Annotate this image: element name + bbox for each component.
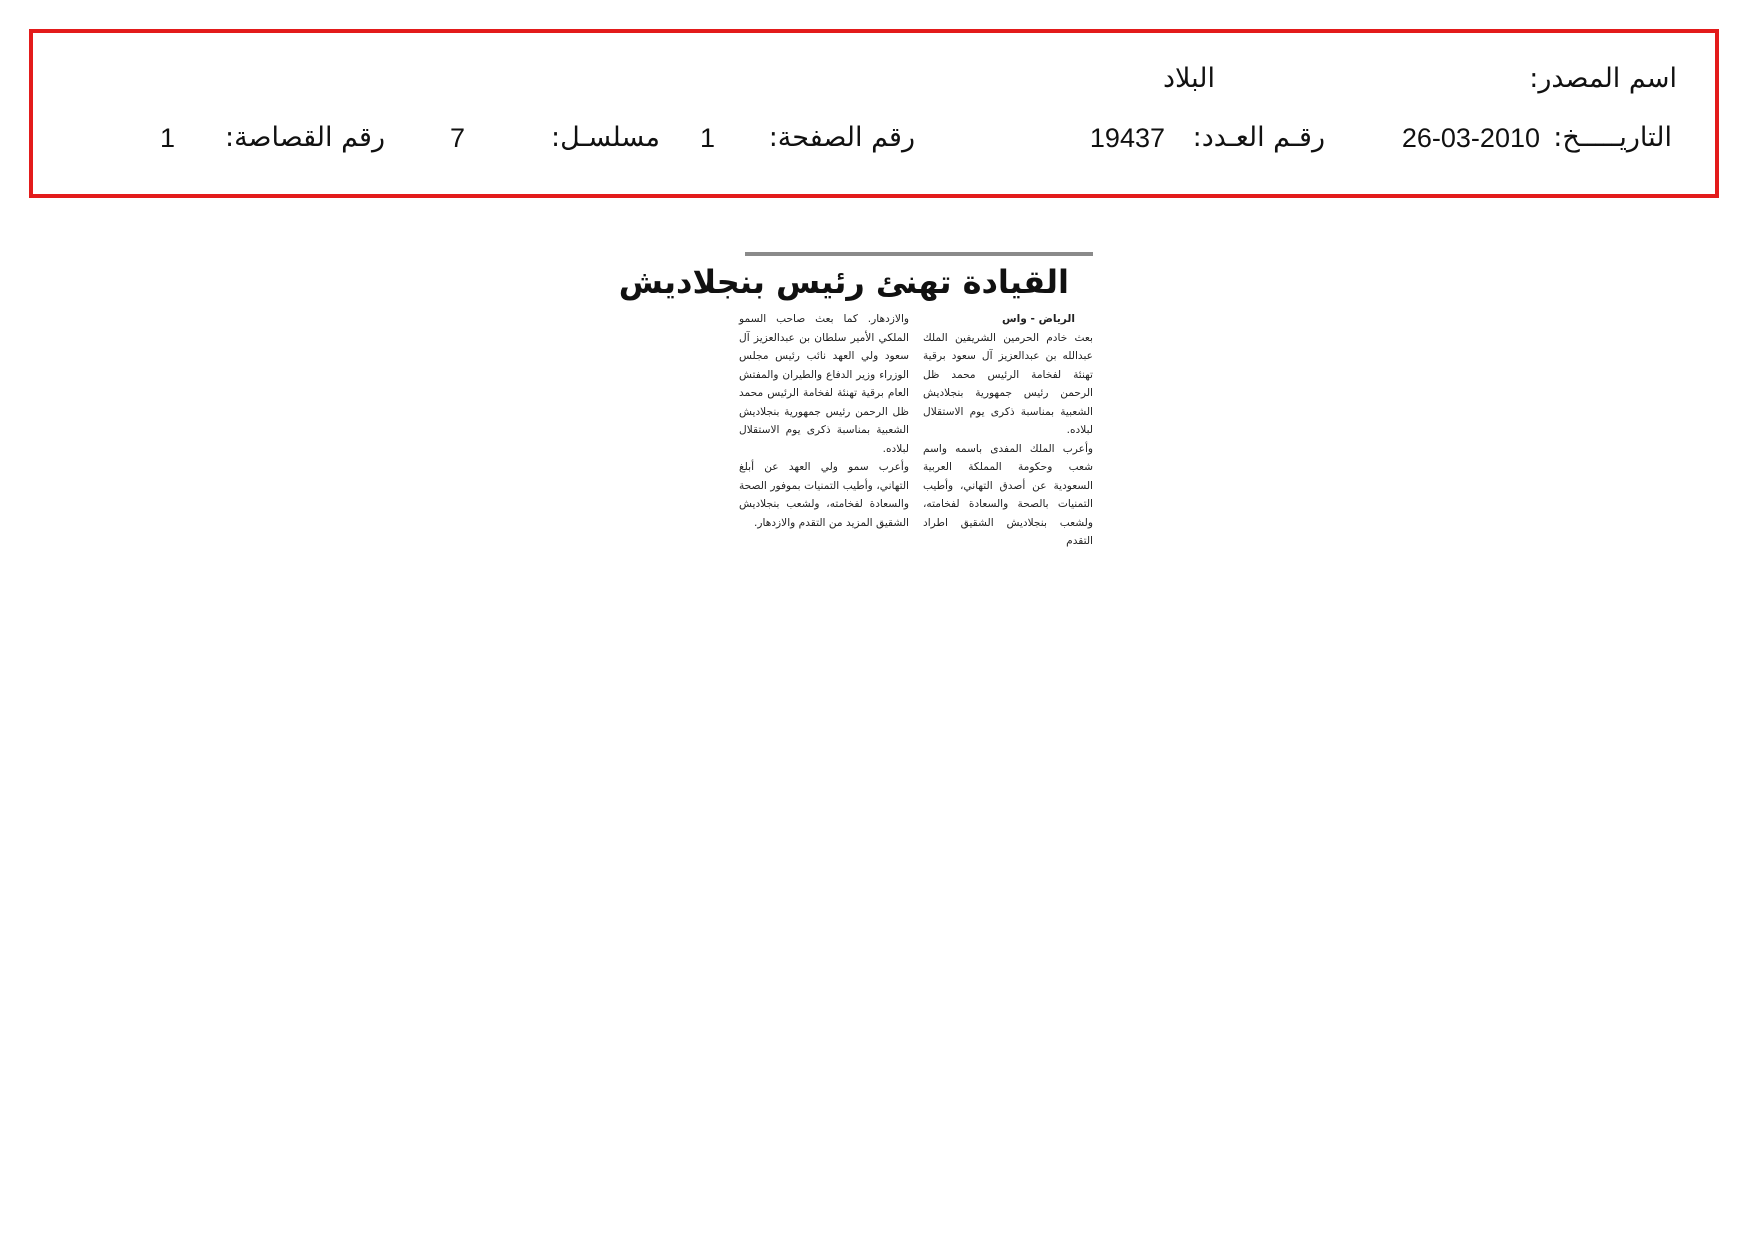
source-name-value: البلاد [1162, 63, 1215, 94]
clipping-metadata-box [29, 29, 1719, 198]
clipping-top-rule [745, 252, 1093, 256]
article-dateline: الرياض - واس [1001, 313, 1075, 325]
article-column-left [739, 310, 909, 532]
article-paragraph: وأعرب الملك المفدى باسمه واسم شعب وحكومة المملكة العربية السعودية عن أصدق التهاني، وأطيب التمنيات بالصحة والسعادة لفخامته، ولشعب بنجلاديش الشقيق اطراد التقدم [923, 442, 1093, 547]
issue-number-value: 19437 [1089, 123, 1165, 153]
article-paragraph: والازدهار. كما بعث صاحب السمو الملكي الأمير سلطان بن عبدالعزيز آل سعود ولي العهد نائب رئيس مجلس الوزراء وزير الدفاع والطيران والمفتش العام برقية تهنئة لفخامة الرئيس محمد ظل الرحمن رئيس جمهورية بنجلاديش الشعبية بمناسبة ذكرى يوم الاستقلال لبلاده. [739, 313, 909, 455]
source-name-label: اسم المصدر: [1529, 63, 1677, 94]
date-value: 26-03-2010 [1401, 123, 1540, 153]
date-label: التاريـــــخ: [1553, 122, 1672, 153]
serial-value: 7 [449, 123, 465, 153]
article-paragraph: بعث خادم الحرمين الشريفين الملك عبدالله بن عبدالعزيز آل سعود برقية تهنئة لفخامة الرئيس محمد ظل الرحمن رئيس جمهورية بنجلاديش الشعبية بمناسبة ذكرى يوم الاستقلال لبلاده. [923, 331, 1093, 436]
issue-number-label: رقـم العـدد: [1192, 122, 1325, 153]
article-column-right [923, 310, 1093, 551]
article-headline: القيادة تهنئ رئيس بنجلاديش [618, 263, 1069, 301]
newspaper-clipping [618, 252, 1093, 547]
page-number-value: 1 [699, 123, 715, 153]
page-number-label: رقم الصفحة: [768, 122, 915, 153]
article-paragraph: وأعرب سمو ولي العهد عن أبلغ التهاني، وأطيب التمنيات بموفور الصحة والسعادة لفخامته، ولشعب بنجلاديش الشقيق المزيد من التقدم والازدهار. [739, 461, 909, 529]
serial-label: مسلسـل: [550, 122, 660, 153]
clipping-number-value: 1 [159, 123, 175, 153]
clipping-number-label: رقم القصاصة: [224, 122, 385, 153]
